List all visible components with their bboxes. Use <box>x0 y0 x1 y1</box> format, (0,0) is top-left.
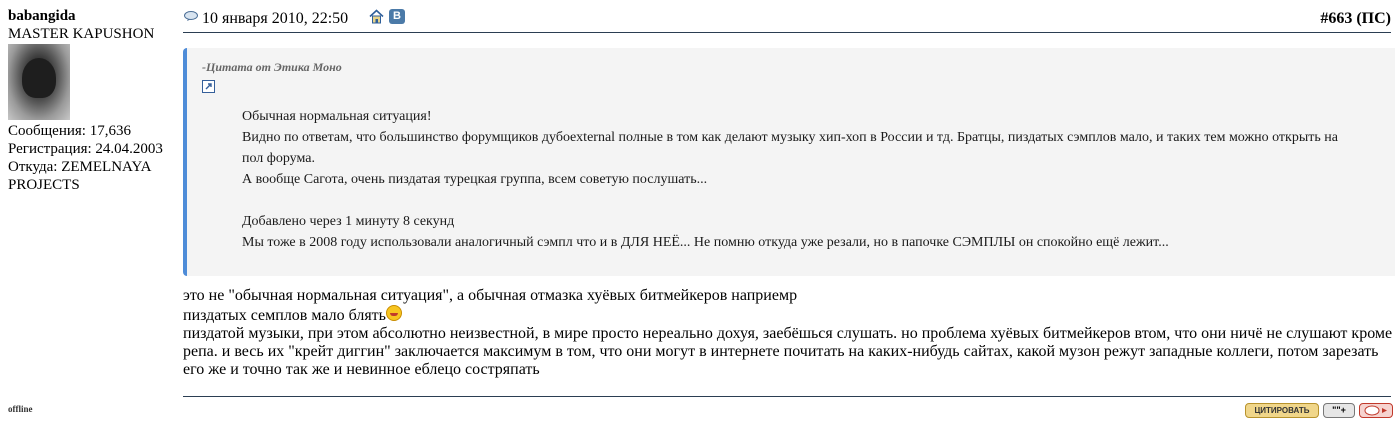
user-location: Откуда: ZEMELNAYA PROJECTS <box>8 159 151 193</box>
vk-icon[interactable]: B <box>389 9 405 24</box>
post-line: это не "обычная нормальная ситуация", а обычная отмазка хуёвых битмейкеров наприемр <box>183 287 798 304</box>
multiquote-button[interactable]: ""+ <box>1323 403 1355 418</box>
username[interactable]: babangida <box>8 8 76 24</box>
quote-line: Видно по ответам, что большинство форумщиков дубоexternal полные в том как делают музыку хип-хоп в России и тд. Братцы, пиздатых сэмплов мало, и таких тем можно открыть на пол форума. <box>242 130 1338 166</box>
home-icon[interactable] <box>369 9 384 24</box>
external-link-icon[interactable] <box>202 80 215 93</box>
user-messages: Сообщения: 17,636 <box>8 123 131 139</box>
quote-author: -Цитата от Этика Моно <box>202 60 342 74</box>
quote-line: А вообще Сагота, очень пиздатая турецкая группа, всем советую послушать... <box>242 172 708 187</box>
user-info <box>8 7 178 194</box>
post-line-with-smiley <box>183 305 1393 325</box>
quick-reply-button[interactable] <box>1359 403 1393 418</box>
post-number[interactable] <box>1320 10 1391 28</box>
user-rank: MASTER KAPUSHON <box>8 26 155 42</box>
quote-line <box>242 190 1342 211</box>
tongue-smiley-icon <box>386 305 402 321</box>
avatar[interactable] <box>8 44 70 120</box>
speech-bubble-icon <box>184 11 198 21</box>
post-line-text: пиздатых семплов мало блять <box>183 307 386 324</box>
post-date: 10 января 2010, 22:50 <box>202 10 349 27</box>
quote-block <box>183 48 1395 276</box>
post-body <box>183 287 1393 379</box>
post-number-value[interactable]: #663 <box>1320 10 1353 27</box>
post-header <box>183 9 1391 33</box>
online-status: offline <box>8 404 33 414</box>
post-footer-divider <box>183 396 1391 397</box>
quote-line: Обычная нормальная ситуация! <box>242 109 432 124</box>
quote-line: Мы тоже в 2008 году использовали аналогичный сэмпл что и в ДЛЯ НЕЁ... Не помню откуда уже резали, но в папочке СЭМПЛЫ он спокойно ещё лежит... <box>242 235 1169 250</box>
post-line: пиздатой музыки, при этом абсолютно неизвестной, в мире просто нереально дохуя, заебёшься слушать. но проблема хуёвых битмейкеров втом, что они ничё не слушают кроме репа. и весь их "крейт диггин" заключается максимум в том, что они могут в интернете почитать на каких-нибудь сайтах, какой музон режут западные коллеги, потом зарезать его же и точно так же и невинное еблецо состряпать <box>183 325 1393 378</box>
reply-icon <box>1360 404 1392 417</box>
quote-text <box>242 106 1342 253</box>
quote-line: Добавлено через 1 минуту 8 секунд <box>242 214 455 229</box>
post-number-suffix[interactable]: (ПС) <box>1356 10 1391 27</box>
user-registered: Регистрация: 24.04.2003 <box>8 141 163 157</box>
quote-button[interactable]: ЦИТИРОВАТЬ <box>1245 403 1319 418</box>
